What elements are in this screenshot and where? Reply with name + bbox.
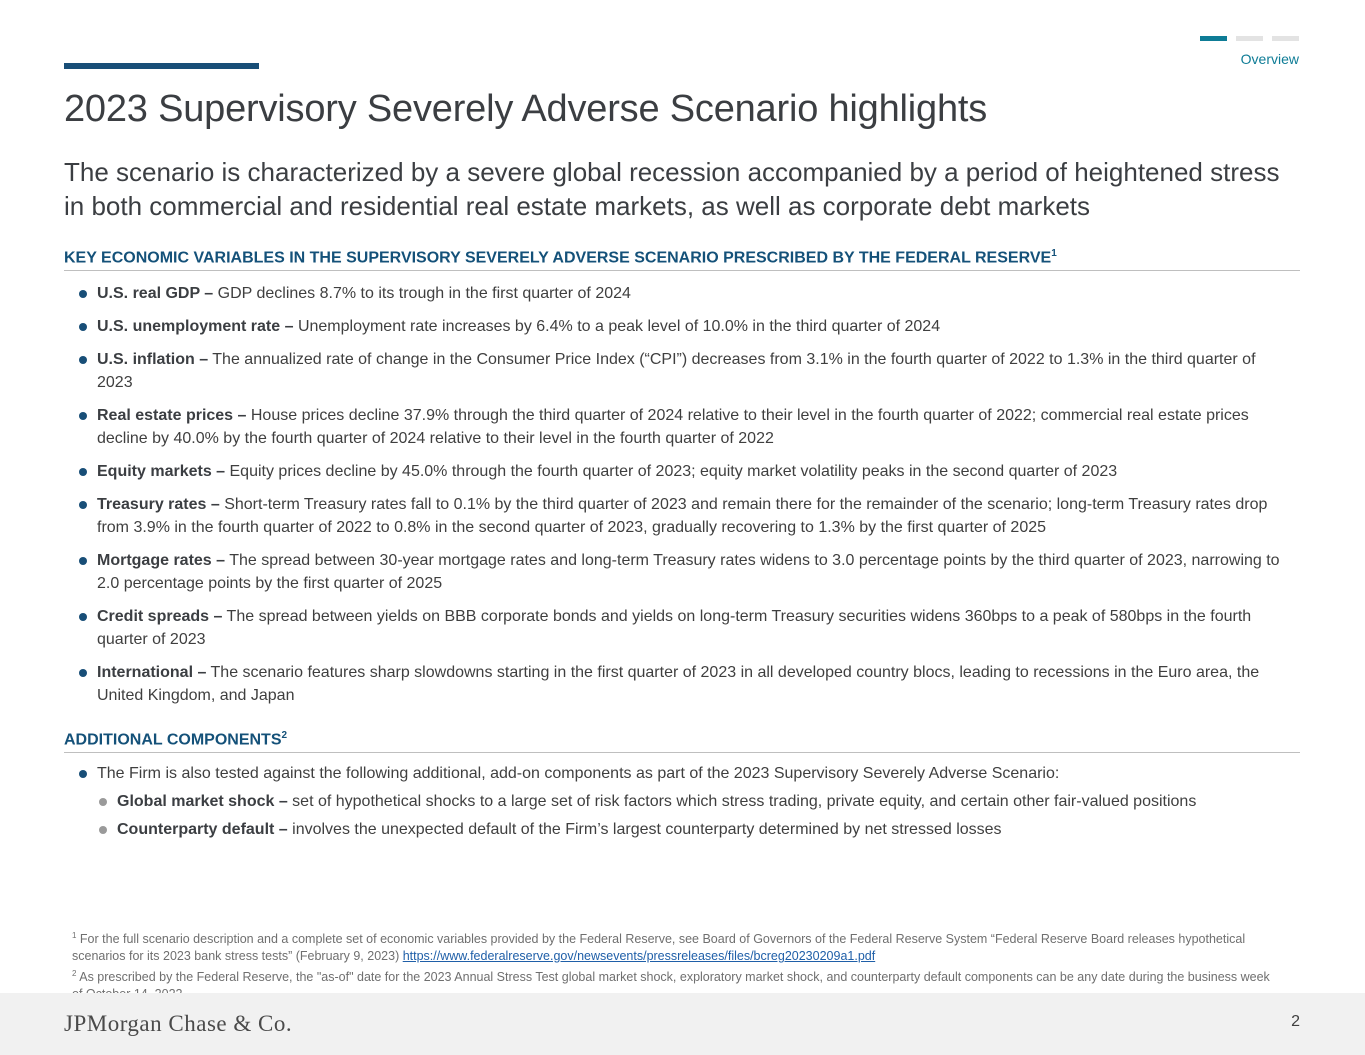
footnote-text: As prescribed by the Federal Reserve, the "as-of" date for the 2023 Annual Stress Test global market shock, exploratory market shock, and counterparty default components can be any date during the business week [79, 970, 1270, 985]
item-term: U.S. unemployment rate – [97, 318, 294, 335]
key-variables-heading-text: KEY ECONOMIC VARIABLES IN THE SUPERVISORY SEVERELY ADVERSE SCENARIO PRESCRIBED BY THE FEDERAL RESERVE [64, 249, 1052, 267]
list-item: The Firm is also tested against the following additional, add-on components as part of the 2023 Supervisory Severely Adverse Scenario: [64, 762, 1294, 785]
item-term: Counterparty default – [117, 821, 288, 838]
item-term: International – [97, 664, 207, 681]
page-title: 2023 Supervisory Severely Adverse Scenario highlights [64, 88, 988, 130]
additional-components-list [64, 762, 1294, 841]
item-text: The annualized rate of change in the Consumer Price Index (“CPI”) decreases from 3.1% in the fourth quarter of 2022 to 1.3% in the third quarter of 2023 [97, 351, 1256, 391]
item-text: The scenario features sharp slowdowns starting in the first quarter of 2023 in all developed country blocs, leading to recessions in the Euro area, the United Kingdom, and Japan [97, 664, 1260, 704]
progress-segment [1272, 36, 1299, 41]
item-text: GDP declines 8.7% to its trough in the first quarter of 2024 [213, 285, 631, 302]
item-term: Real estate prices – [97, 407, 247, 424]
footnote-marker: 1 [72, 931, 77, 940]
item-term: Credit spreads – [97, 608, 223, 625]
title-accent-bar [64, 63, 259, 69]
list-item [64, 460, 1294, 483]
footnote-marker: 2 [72, 969, 77, 979]
list-item [64, 605, 1294, 651]
section-progress-indicator [1200, 36, 1299, 41]
list-item [64, 315, 1294, 338]
footnote-ref-1: 1 [1051, 248, 1057, 259]
list-item [64, 549, 1294, 595]
list-item [64, 661, 1294, 707]
key-variables-list [64, 282, 1294, 717]
company-logo: JPMorgan Chase & Co. [64, 1011, 293, 1036]
footnote-text: For the full scenario description and a complete set of economic variables provided by the Federal Reserve, see Board of Governors of the Federal Reserve System “Federal Reserve Board releases hypothetical scenarios for its 2023 bank stress tests” (February 9, 2023) [72, 932, 1246, 964]
footnote-1 [72, 927, 1272, 965]
item-term: U.S. inflation – [97, 351, 209, 368]
list-item [64, 493, 1294, 539]
item-term: Global market shock – [117, 793, 288, 810]
additional-components-heading [64, 730, 1300, 753]
footnotes [72, 927, 1272, 1003]
additional-components-heading-text: ADDITIONAL COMPONENTS [64, 731, 282, 749]
list-item [64, 282, 1294, 305]
list-item [64, 348, 1294, 394]
sub-list-item [64, 790, 1294, 813]
footnote-ref-2: 2 [281, 730, 288, 741]
item-text: Short-term Treasury rates fall to 0.1% by the third quarter of 2023 and remain there for the remainder of the scenario; long-term Treasury rates drop from 3.9% in the fourth quarter of 2022 to 0.8% in the second quarter of 2023, gradually recovering to 1.3% by the first quarter of 2025 [97, 496, 1268, 536]
progress-segment [1236, 36, 1263, 41]
item-term: U.S. real GDP – [97, 285, 214, 302]
sub-list-item [64, 818, 1294, 841]
item-text: Equity prices decline by 45.0% through the fourth quarter of 2023; equity market volatility peaks in the second quarter of 2023 [225, 463, 1118, 480]
item-text: involves the unexpected default of the Firm’s largest counterparty determined by net stressed losses [287, 821, 1002, 838]
item-text: set of hypothetical shocks to a large set of risk factors which stress trading, private equity, and certain other fair-valued positions [287, 793, 1197, 810]
page-subtitle: The scenario is characterized by a severe global recession accompanied by a period of heightened stress in both commercial and residential real estate markets, as well as corporate debt markets [64, 157, 1280, 221]
section-label: Overview [1240, 51, 1299, 67]
item-text: House prices decline 37.9% through the third quarter of 2024 relative to their level in the fourth quarter of 2022; commercial real estate prices decline by 40.0% by the fourth quarter of 2024 relative to their level in the fourth quarter of 2022 [97, 407, 1249, 447]
item-term: Treasury rates – [97, 496, 220, 513]
item-text: Unemployment rate increases by 6.4% to a peak level of 10.0% in the third quarter of 2024 [293, 318, 941, 335]
progress-segment-active [1200, 36, 1227, 41]
item-text: The spread between yields on BBB corporate bonds and yields on long-term Treasury securities widens 360bps to a peak of 580bps in the fourth quarter of 2023 [97, 608, 1252, 648]
list-item [64, 404, 1294, 450]
item-text: The spread between 30-year mortgage rates and long-term Treasury rates widens to 3.0 percentage points by the third quarter of 2023, narrowing to 2.0 percentage points by the first quarter of 2025 [97, 552, 1280, 592]
item-term: Mortgage rates – [97, 552, 226, 569]
page-number: 2 [1291, 1013, 1300, 1030]
federal-reserve-link[interactable]: https://www.federalreserve.gov/newsevents/pressreleases/files/bcreg20230209a1.pdf [402, 949, 876, 964]
key-variables-heading [64, 248, 1300, 271]
item-term: Equity markets – [97, 463, 226, 480]
